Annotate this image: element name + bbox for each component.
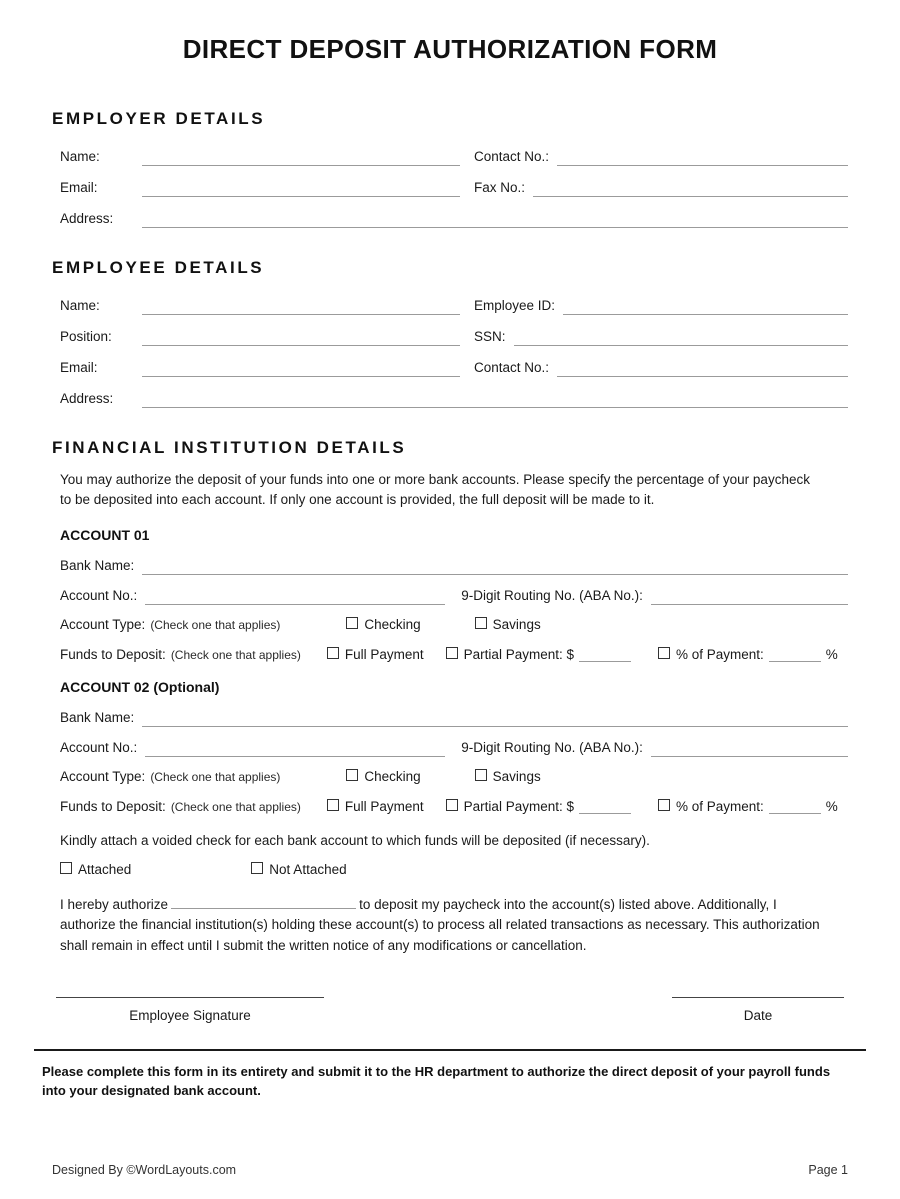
account-02-account-no-row — [60, 731, 848, 757]
employer-row-name-contact — [60, 139, 848, 166]
account-01-percent-payment-checkbox[interactable] — [658, 647, 838, 663]
checkbox-icon[interactable] — [327, 647, 339, 659]
account-01-partial-payment-label: Partial Payment: $ — [463, 646, 574, 662]
employer-row-email-fax — [60, 170, 848, 197]
account-02-partial-payment-label: Partial Payment: $ — [463, 798, 574, 814]
account-02-checking-label: Checking — [364, 768, 421, 784]
employee-row-email-contact — [60, 350, 848, 377]
employer-fax-no-input[interactable] — [533, 179, 848, 197]
account-01-account-no-row — [60, 579, 848, 605]
employee-field-email — [60, 359, 460, 377]
account-02-routing-no-input[interactable] — [651, 740, 848, 757]
signature-area — [52, 997, 848, 1023]
authorization-text-part2: to deposit my paycheck into the account(s) listed above. Additionally, I authorize the financial institution(s) holding these account(s) to process all related transactions as necessary. This authorization shall remain in effect until I submit the written notice of any modifications or cancellation. — [60, 896, 820, 954]
employee-field-position — [60, 328, 460, 346]
account-01-partial-payment-input[interactable] — [579, 647, 631, 662]
authorization-text-part1: I hereby authorize — [60, 896, 169, 912]
checkbox-icon[interactable] — [346, 617, 358, 629]
employee-name-label: Name: — [60, 298, 100, 313]
employee-field-name — [60, 297, 460, 315]
employee-email-input[interactable] — [142, 359, 460, 377]
checkbox-icon[interactable] — [446, 799, 458, 811]
employee-id-label: Employee ID: — [474, 298, 556, 313]
account-02-account-no-input[interactable] — [145, 740, 445, 757]
checkbox-icon[interactable] — [475, 617, 487, 629]
employee-signature-line[interactable] — [56, 997, 324, 999]
financial-intro-text: You may authorize the deposit of your funds into one or more bank accounts. Please specify the percentage of your paycheck to be deposited into each account. If only one account is provided, the full deposit will be made to it. — [60, 472, 810, 508]
employee-signature-label: Employee Signature — [129, 1008, 251, 1024]
checkbox-icon[interactable] — [658, 799, 670, 811]
account-02-account-type-hint: (Check one that applies) — [150, 769, 281, 784]
account-01-account-no-input[interactable] — [145, 588, 445, 605]
account-01-savings-checkbox[interactable] — [475, 617, 541, 633]
account-02-account-type-label: Account Type: — [60, 768, 146, 784]
account-02-checking-checkbox[interactable] — [346, 769, 420, 785]
account-01-bank-name-label: Bank Name: — [60, 557, 135, 573]
account-01-account-type-label: Account Type: — [60, 616, 146, 632]
employee-field-contact-no — [474, 359, 848, 377]
employer-name-label: Name: — [60, 149, 100, 164]
account-02-percent-payment-input[interactable] — [769, 799, 821, 814]
employer-contact-no-label: Contact No.: — [474, 149, 550, 164]
section-heading-employer-details: EMPLOYER DETAILS — [52, 109, 266, 128]
account-02-percent-payment-label: % of Payment: — [675, 798, 764, 814]
account-01-percent-payment-input[interactable] — [769, 647, 821, 662]
employer-name-input[interactable] — [142, 148, 460, 166]
account-01-full-payment-checkbox[interactable] — [327, 647, 424, 663]
not-attached-checkbox[interactable] — [251, 862, 346, 878]
date-block — [672, 997, 844, 1023]
page-number: Page 1 — [808, 1163, 848, 1177]
authorization-paragraph — [60, 894, 830, 958]
attached-label: Attached — [78, 861, 132, 877]
account-02-bank-name-row — [60, 701, 848, 727]
account-01-full-payment-label: Full Payment — [344, 646, 424, 662]
employee-address-label: Address: — [60, 391, 114, 406]
employee-row-name-id — [60, 288, 848, 315]
account-02-bank-name-label: Bank Name: — [60, 709, 135, 725]
employee-contact-no-input[interactable] — [557, 359, 848, 377]
account-02-partial-payment-input[interactable] — [579, 799, 631, 814]
account-01-savings-label: Savings — [492, 616, 541, 632]
account-02-savings-label: Savings — [492, 768, 541, 784]
account-02-account-no-label: Account No.: — [60, 739, 138, 755]
account-01-account-type-hint: (Check one that applies) — [150, 617, 281, 632]
account-02-funds-row — [60, 791, 848, 815]
authorization-name-input[interactable] — [171, 894, 356, 909]
employer-field-email — [60, 179, 460, 197]
account-02-title: ACCOUNT 02 (Optional) — [60, 678, 220, 695]
attachment-options — [60, 862, 848, 878]
account-02-full-payment-label: Full Payment — [344, 798, 424, 814]
footer-divider — [34, 1049, 866, 1051]
account-01-funds-label: Funds to Deposit: — [60, 646, 166, 662]
section-heading-employee-details: EMPLOYEE DETAILS — [52, 258, 265, 277]
account-01-account-type-row — [60, 609, 848, 633]
employee-ssn-input[interactable] — [514, 328, 848, 346]
designed-by-credit: Designed By ©WordLayouts.com — [52, 1163, 237, 1177]
employer-field-fax-no — [474, 179, 848, 197]
not-attached-label: Not Attached — [269, 861, 347, 877]
account-02-savings-checkbox[interactable] — [475, 769, 541, 785]
checkbox-icon[interactable] — [658, 647, 670, 659]
employer-address-label: Address: — [60, 211, 114, 226]
employee-field-ssn — [474, 328, 848, 346]
date-label: Date — [743, 1008, 773, 1024]
employer-email-input[interactable] — [142, 179, 460, 197]
checkbox-icon[interactable] — [446, 647, 458, 659]
voided-check-note: Kindly attach a voided check for each bank account to which funds will be deposited (if necessary). — [60, 832, 650, 848]
employee-email-label: Email: — [60, 360, 98, 375]
account-02-partial-payment-checkbox[interactable] — [446, 799, 636, 815]
employee-ssn-label: SSN: — [474, 329, 506, 344]
page-title: DIRECT DEPOSIT AUTHORIZATION FORM — [182, 34, 718, 64]
employee-row-position-ssn — [60, 319, 848, 346]
account-01-bank-name-input[interactable] — [142, 558, 848, 575]
account-01-checking-checkbox[interactable] — [346, 617, 420, 633]
employer-address-input[interactable] — [142, 210, 848, 228]
account-02-routing-no-label: 9-Digit Routing No. (ABA No.): — [461, 739, 643, 755]
employer-row-address — [60, 201, 848, 228]
section-heading-financial-institution-details: FINANCIAL INSTITUTION DETAILS — [52, 438, 407, 457]
employee-position-label: Position: — [60, 329, 112, 344]
account-01-routing-no-input[interactable] — [651, 588, 848, 605]
account-01-percent-symbol: % — [825, 646, 838, 662]
account-01-bank-name-row — [60, 549, 848, 575]
account-02-full-payment-checkbox[interactable] — [327, 799, 424, 815]
account-01-partial-payment-checkbox[interactable] — [446, 647, 636, 663]
employer-field-contact-no — [474, 148, 848, 166]
employee-field-address — [60, 390, 848, 408]
employee-address-input[interactable] — [142, 390, 848, 408]
account-01-checking-label: Checking — [364, 616, 421, 632]
employee-position-input[interactable] — [142, 328, 460, 346]
checkbox-icon[interactable] — [327, 799, 339, 811]
footer-instruction-note: Please complete this form in its entirety and submit it to the HR department to authorize the direct deposit of your payroll funds into your designated bank account. — [42, 1064, 831, 1099]
account-02-bank-name-input[interactable] — [142, 710, 848, 727]
account-02-funds-label: Funds to Deposit: — [60, 798, 166, 814]
employer-field-address — [60, 210, 848, 228]
employer-fields-group — [52, 139, 848, 228]
employer-fax-no-label: Fax No.: — [474, 180, 526, 195]
employee-id-input[interactable] — [563, 297, 848, 315]
employer-email-label: Email: — [60, 180, 98, 195]
attached-checkbox[interactable] — [60, 862, 131, 878]
footer-bar — [52, 1163, 848, 1177]
account-02-percent-payment-checkbox[interactable] — [658, 799, 838, 815]
account-01-percent-payment-label: % of Payment: — [675, 646, 764, 662]
employer-field-name — [60, 148, 460, 166]
employer-contact-no-input[interactable] — [557, 148, 848, 166]
employee-contact-no-label: Contact No.: — [474, 360, 550, 375]
account-01-title: ACCOUNT 01 — [60, 526, 150, 543]
date-line[interactable] — [672, 997, 844, 999]
checkbox-icon[interactable] — [60, 862, 72, 874]
document-page — [0, 34, 900, 1199]
checkbox-icon[interactable] — [346, 769, 358, 781]
employee-row-address — [60, 381, 848, 408]
employee-signature-block — [56, 997, 324, 1023]
account-02-account-type-row — [60, 761, 848, 785]
account-01-funds-row — [60, 639, 848, 663]
checkbox-icon[interactable] — [251, 862, 263, 874]
employee-name-input[interactable] — [142, 297, 460, 315]
account-01-funds-hint: (Check one that applies) — [170, 647, 301, 662]
checkbox-icon[interactable] — [475, 769, 487, 781]
account-01-routing-no-label: 9-Digit Routing No. (ABA No.): — [461, 587, 643, 603]
account-01-account-no-label: Account No.: — [60, 587, 138, 603]
employee-field-employee-id — [474, 297, 848, 315]
employee-fields-group — [52, 288, 848, 408]
account-02-percent-symbol: % — [825, 798, 838, 814]
account-02-funds-hint: (Check one that applies) — [170, 799, 301, 814]
